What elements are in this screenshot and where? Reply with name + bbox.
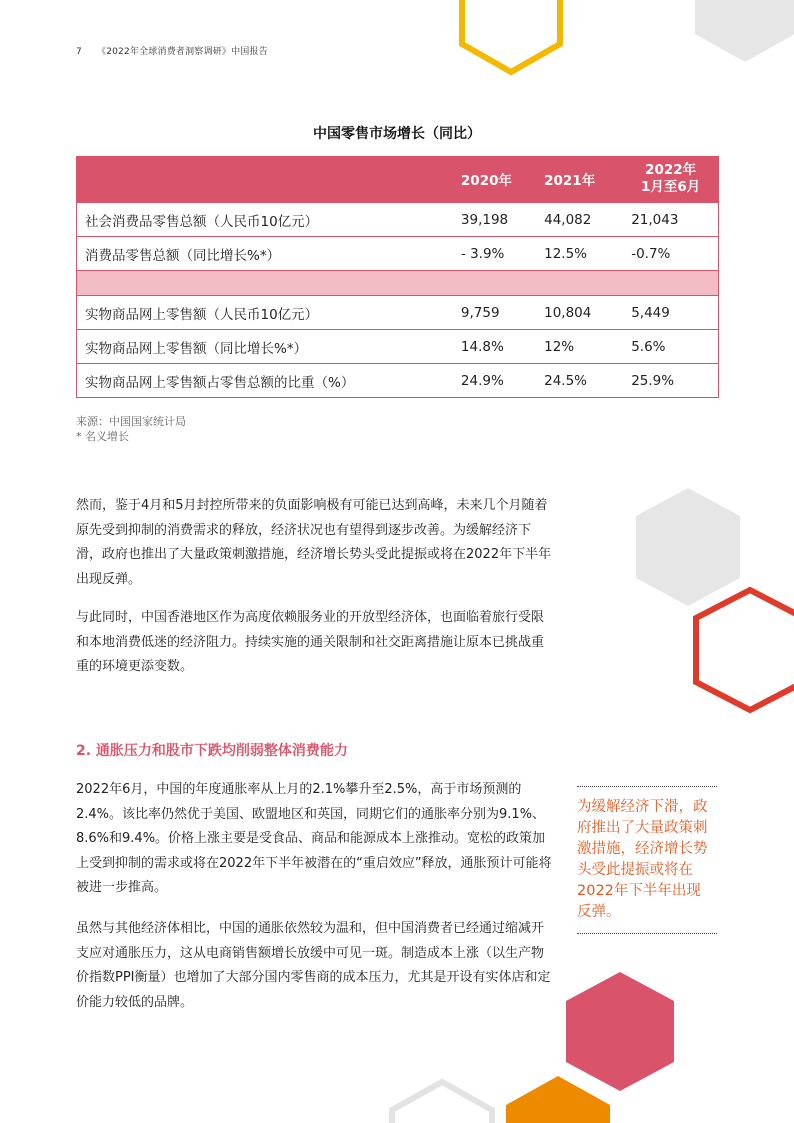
pull-quote-line: 激措施，经济增长势 — [577, 841, 708, 857]
hexagon-pink — [566, 972, 674, 1091]
row-label: 实物商品网上零售额（人民币10亿元） — [77, 296, 453, 330]
report-title: 《2022年全球消费者洞察调研》中国报告 — [97, 47, 268, 57]
pull-quote-line: 为缓解经济下滑，政 — [577, 799, 708, 815]
section-heading: 2. 通胀压力和股市下跌均削弱整体消费能力 — [76, 743, 348, 759]
header-2022-line1: 2022年 — [645, 162, 697, 178]
table-row — [77, 203, 719, 237]
cell-2022: 25.9% — [623, 364, 718, 398]
row-label: 社会消费品零售总额（人民币10亿元） — [77, 203, 453, 237]
header-2020: 2020年 — [453, 156, 536, 203]
header-2021: 2021年 — [536, 156, 623, 203]
table-title: 中国零售市场增长（同比） — [313, 126, 481, 142]
cell-2020: 24.9% — [453, 364, 536, 398]
pull-quote-line: 2022年下半年出现 — [577, 883, 701, 899]
row-label: 实物商品网上零售额（同比增长%*） — [77, 330, 453, 364]
table-spacer-row — [77, 271, 719, 296]
cell-2022: 5.6% — [623, 330, 718, 364]
table-notes — [76, 414, 186, 444]
cell-2022: -0.7% — [623, 237, 718, 271]
retail-growth-table — [76, 156, 719, 398]
cell-2020: 39,198 — [453, 203, 536, 237]
page-number: 7 — [76, 47, 82, 57]
body-paragraph-2: 与此同时，中国香港地区作为高度依赖服务业的开放型经济体，也面临着旅行受限和本地消费低迷的经济阻力。持续实施的通关限制和社交距离措施让原本已挑战重重的环境更添变数。 — [76, 610, 545, 674]
cell-2022: 5,449 — [623, 296, 718, 330]
hexagon-gray-mid — [636, 488, 740, 606]
cell-2021: 10,804 — [536, 296, 623, 330]
header-2022 — [623, 156, 718, 203]
cell-2021: 12% — [536, 330, 623, 364]
header-blank — [77, 156, 453, 203]
table-footnote: * 名义增长 — [76, 430, 129, 443]
table-row — [77, 237, 719, 271]
cell-2020: 9,759 — [453, 296, 536, 330]
row-label: 消费品零售总额（同比增长%*） — [77, 237, 453, 271]
spacer-cell — [77, 271, 719, 296]
table-row — [77, 364, 719, 398]
pull-quote — [577, 786, 717, 934]
hexagon-yellow-outline — [462, 0, 560, 72]
cell-2020: 14.8% — [453, 330, 536, 364]
cell-2022: 21,043 — [623, 203, 718, 237]
table-source: 来源：中国国家统计局 — [76, 415, 186, 428]
row-label: 实物商品网上零售额占零售总额的比重（%） — [77, 364, 453, 398]
hexagon-orange-bottom — [506, 1076, 610, 1123]
pull-quote-line: 府推出了大量政策刺 — [577, 820, 708, 836]
hexagon-red-outline — [696, 590, 794, 710]
pull-quote-line: 反弹。 — [577, 904, 621, 920]
body-paragraph-1: 然而，鉴于4月和5月封控所带来的负面影响极有可能已达到高峰，未来几个月随着原先受到抑制的消费需求的释放，经济状况也有望得到逐步改善。为缓解经济下滑，政府也推出了大量政策刺激措施，经济增长势头受此提振或将在2022年下半年出现反弹。 — [76, 498, 552, 587]
cell-2020: - 3.9% — [453, 237, 536, 271]
table-row — [77, 296, 719, 330]
hexagon-gray-outline-bottom — [392, 1082, 492, 1123]
table-header-row — [77, 156, 719, 203]
cell-2021: 24.5% — [536, 364, 623, 398]
table-row — [77, 330, 719, 364]
body-paragraph-4: 虽然与其他经济体相比，中国的通胀依然较为温和，但中国消费者已经通过缩减开支应对通胀压力，这从电商销售额增长放缓中可见一斑。制造成本上涨（以生产物价指数PPI衡量）也增加了大部分国内零售商的成本压力，尤其是开设有实体店和定价能力较低的品牌。 — [76, 921, 551, 1010]
cell-2021: 12.5% — [536, 237, 623, 271]
cell-2021: 44,082 — [536, 203, 623, 237]
pull-quote-line: 头受此提振或将在 — [577, 862, 693, 878]
hexagon-gray-top — [695, 0, 794, 62]
page-header — [76, 44, 268, 57]
header-2022-line2: 1月至6月 — [640, 179, 701, 195]
body-paragraph-3: 2022年6月，中国的年度通胀率从上月的2.1%攀升至2.5%，高于市场预测的2.4%。该比率仍然优于美国、欧盟地区和英国，同期它们的通胀率分别为9.1%、8.6%和9.4%。价格上涨主要是受食品、商品和能源成本上涨推动。宽松的政策加上受到抑制的需求或将在2022年下半年被潜在的“重启效应”释放，通胀预计可能将被进一步推高。 — [76, 782, 552, 895]
